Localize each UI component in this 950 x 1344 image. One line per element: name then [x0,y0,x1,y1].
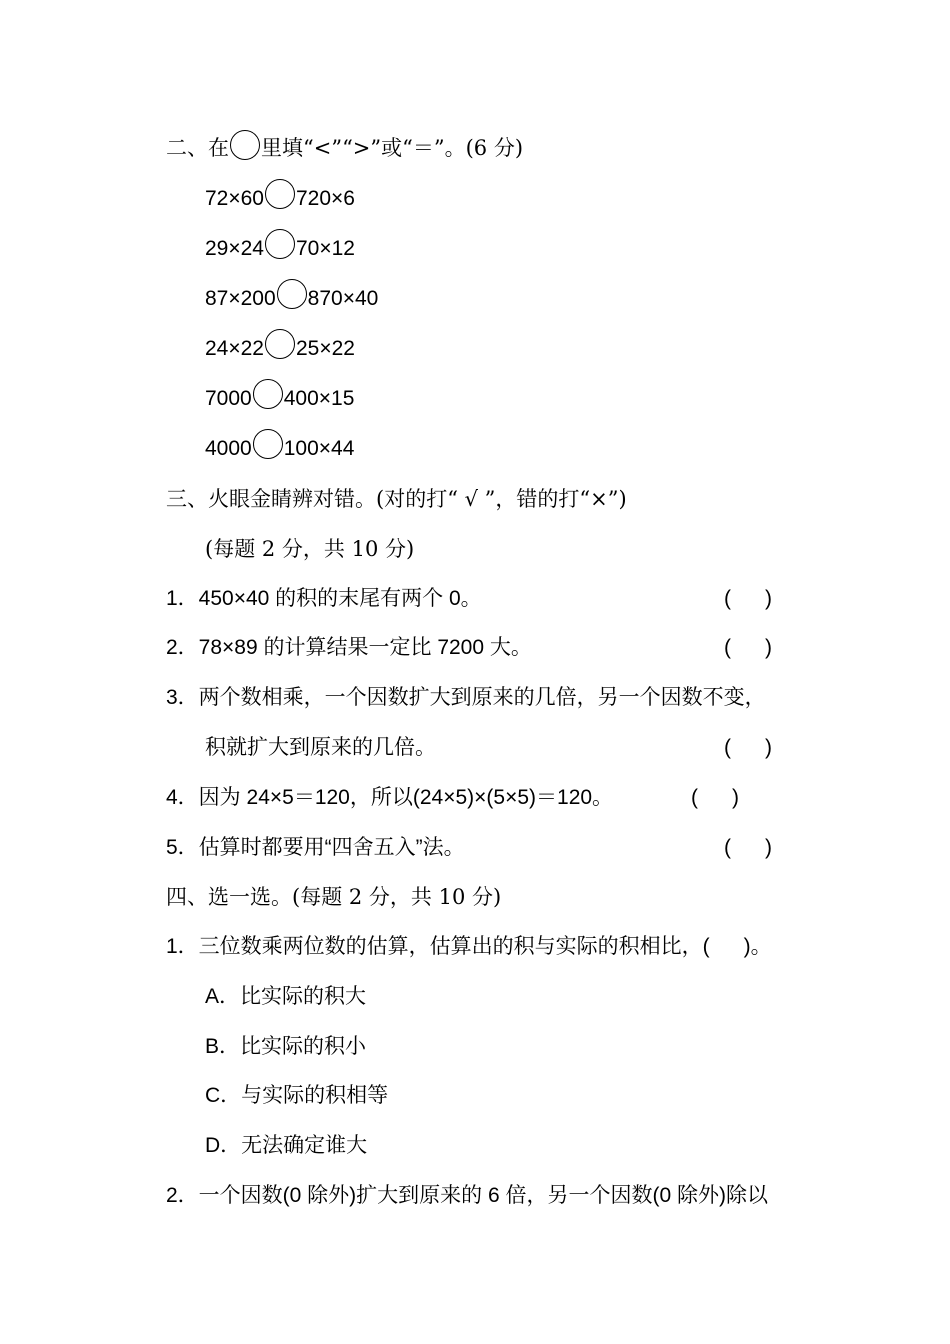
mc-question-1 [166,933,772,961]
expr-left: 24×22 [205,337,264,360]
heading-text: 二、在 [166,136,229,160]
compare-item [205,235,355,263]
expr-right: 400×15 [283,387,355,410]
section4-heading: 四、选一选。(每题 2 分，共 10 分) [166,885,502,909]
expr-left: 72×60 [205,187,264,210]
answer-circle[interactable] [265,229,295,259]
option-c[interactable]: C．与实际的积相等 [205,1084,389,1107]
mc-question-2: 2．一个因数(0 除外)扩大到原来的 6 倍，另一个因数(0 除外)除以 [166,1184,769,1207]
expr-right: 70×12 [295,237,355,260]
expr-left: 87×200 [205,287,276,310]
answer-circle[interactable] [230,130,260,160]
expr-left: 7000 [205,387,252,410]
answer-paren[interactable]: ( ) [724,736,772,759]
tf-question-5: 5．估算时都要用“四舍五入”法。 [166,836,465,859]
tf-question-1: 1．450×40 的积的末尾有两个 0。 [166,587,482,610]
question-text: )。 [743,935,772,958]
section3-heading: 三、火眼金睛辨对错。(对的打“ √ ”，错的打“×”) [166,487,627,511]
heading-text: 里填“<”“>”或“＝”。(6 分) [261,136,524,160]
option-a[interactable]: A．比实际的积大 [205,985,367,1008]
answer-paren[interactable]: ( ) [724,836,772,859]
compare-item [205,335,355,363]
section3-subheading: (每题 2 分，共 10 分) [205,537,415,561]
tf-question-4: 4．因为 24×5＝120，所以(24×5)×(5×5)＝120。 [166,786,614,809]
answer-circle[interactable] [265,179,295,209]
compare-item [205,385,354,413]
question-text: 1．三位数乘两位数的估算，估算出的积与实际的积相比，( [166,935,710,958]
answer-paren[interactable]: ( ) [724,587,772,610]
answer-paren[interactable]: ( ) [691,786,739,809]
tf-question-3-cont: 积就扩大到原来的几倍。 [205,736,436,759]
answer-circle[interactable] [265,329,295,359]
tf-question-3: 3．两个数相乘，一个因数扩大到原来的几倍，另一个因数不变， [166,686,766,709]
expr-left: 4000 [205,437,252,460]
tf-question-2: 2．78×89 的计算结果一定比 7200 大。 [166,636,532,659]
answer-circle[interactable] [253,379,283,409]
expr-right: 870×40 [307,287,379,310]
expr-right: 25×22 [295,337,355,360]
answer-paren[interactable]: ( ) [724,636,772,659]
section2-heading [166,134,523,162]
compare-item [205,285,378,313]
expr-right: 720×6 [295,187,355,210]
answer-circle[interactable] [253,429,283,459]
answer-circle[interactable] [277,279,307,309]
expr-right: 100×44 [283,437,355,460]
expr-left: 29×24 [205,237,264,260]
compare-item [205,185,355,213]
compare-item [205,435,354,463]
option-d[interactable]: D．无法确定谁大 [205,1134,368,1157]
option-b[interactable]: B．比实际的积小 [205,1035,367,1058]
